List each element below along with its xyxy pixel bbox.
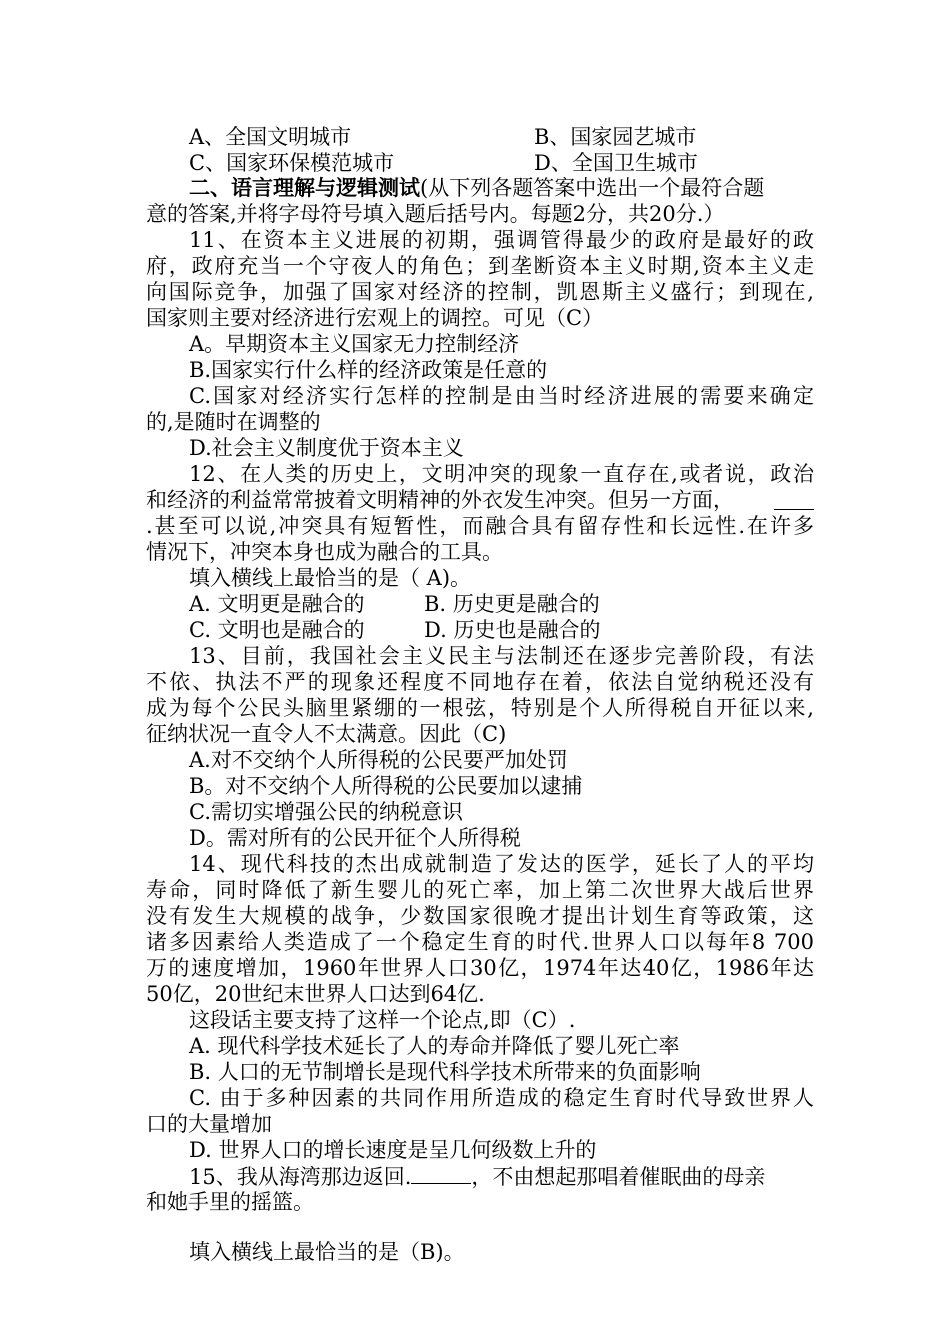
q14-prompt: 这段话主要支持了这样一个论点,即（C）. (189, 1008, 576, 1032)
q10-option-c: C、国家环保模范城市 (189, 151, 395, 175)
section2-intro-2: 意的答案,并将字母符号填入题后括号内。每题2分，共20分.） (146, 202, 725, 226)
q14-option-d: D. 世界人口的增长速度是呈几何级数上升的 (189, 1138, 597, 1162)
q12-text-1: 12、在人类的历史上，文明冲突的现象一直存在,或者说，政治 (189, 462, 814, 486)
q11-option-c-2: 的,是随时在调整的 (146, 410, 321, 434)
section2-heading: 二、语言理解与逻辑测试 (189, 175, 420, 200)
q14-option-b: B. 人口的无节制增长是现代科学技术所带来的负面影响 (189, 1060, 701, 1084)
q12-blank (774, 489, 814, 510)
q11-option-a: A。早期资本主义国家无力控制经济 (189, 332, 520, 356)
q10-option-a: A、全国文明城市 (189, 125, 352, 149)
q13-option-c: C.需切实增强公民的纳税意识 (189, 800, 463, 824)
q11-text-4: 国家则主要对经济进行宏观上的调控。可见（C） (146, 306, 604, 330)
q15-text-1b: ，不由想起那唱着催眠曲的母亲 (471, 1165, 766, 1189)
q13-option-d: D。需对所有的公民开征个人所得税 (189, 826, 521, 850)
q12-text-3: .甚至可以说,冲突具有短暂性，而融合具有留存性和长远性.在许多 (146, 514, 814, 538)
section2-heading-line (189, 175, 814, 201)
q10-option-d: D、全国卫生城市 (534, 151, 698, 175)
q12-option-b: B. 历史更是融合的 (424, 592, 600, 616)
q11-text-2: 府，政府充当一个守夜人的角色；到垄断资本主义时期,资本主义走 (146, 254, 814, 278)
q14-option-c-2: 口的大量增加 (146, 1112, 272, 1136)
q12-option-c: C. 文明也是融合的 (189, 618, 365, 642)
q12-text-4: 情况下，冲突本身也成为融合的工具。 (146, 540, 503, 564)
q15-text-1-line (189, 1163, 814, 1189)
q15-text-2: 和她手里的摇篮。 (146, 1190, 314, 1214)
q12-option-d: D. 历史也是融合的 (424, 618, 601, 642)
q12-text-2-line (146, 487, 814, 513)
q15-prompt: 填入横线上最恰当的是（B)。 (189, 1240, 465, 1264)
q12-text-2: 和经济的利益常常披着文明精神的外衣发生冲突。但另一方面， (146, 488, 734, 512)
q12-option-a: A. 文明更是融合的 (189, 592, 365, 616)
q14-option-c-1: C. 由于多种因素的共同作用所造成的稳定生育时代导致世界人 (189, 1086, 814, 1110)
q14-text-6: 50亿，20世纪末世界人口达到64亿. (146, 982, 485, 1006)
q14-text-3: 没有发生大规模的战争，少数国家很晚才提出计划生育等政策，这 (146, 904, 814, 928)
q13-option-b: B。对不交纳个人所得税的公民要加以逮捕 (189, 774, 583, 798)
q13-text-1: 13、目前，我国社会主义民主与法制还在逐步完善阶段，有法 (189, 644, 814, 668)
q15-text-1a: 15、我从海湾那边返回. (189, 1165, 412, 1189)
q14-option-a: A. 现代科学技术延长了人的寿命并降低了婴儿死亡率 (189, 1034, 680, 1058)
q11-option-b: B.国家实行什么样的经济政策是任意的 (189, 358, 548, 382)
q14-text-4: 诸多因素给人类造成了一个稳定生育的时代.世界人口以每年8 700 (146, 930, 814, 954)
q12-prompt: 填入横线上最恰当的是（ A)。 (189, 566, 472, 590)
q10-option-b: B、国家园艺城市 (534, 125, 697, 149)
q13-text-2: 不依、执法不严的现象还程度不同地存在着，依法自觉纳税还没有 (146, 670, 814, 694)
section2-intro-1: (从下列各题答案中选出一个最符合题 (420, 176, 765, 200)
q11-text-3: 向国际竞争，加强了国家对经济的控制，凯恩斯主义盛行；到现在, (146, 280, 814, 304)
q13-option-a: A.对不交纳个人所得税的公民要严加处罚 (189, 748, 568, 772)
q13-text-4: 征纳状况一直令人不太满意。因此（C) (146, 722, 507, 746)
q11-option-d: D.社会主义制度优于资本主义 (189, 436, 464, 460)
q15-blank (411, 1163, 471, 1184)
q11-text-1: 11、在资本主义进展的初期，强调管得最少的政府是最好的政 (189, 228, 814, 252)
q14-text-1: 14、现代科技的杰出成就制造了发达的医学，延长了人的平均 (189, 852, 814, 876)
q14-text-2: 寿命，同时降低了新生婴儿的死亡率，加上第二次世界大战后世界 (146, 878, 814, 902)
q11-option-c-1: C.国家对经济实行怎样的控制是由当时经济进展的需要来确定 (189, 384, 814, 408)
q13-text-3: 成为每个公民头脑里紧绷的一根弦，特别是个人所得税自开征以来, (146, 696, 814, 720)
q14-text-5: 万的速度增加，1960年世界人口30亿，1974年达40亿，1986年达 (146, 956, 814, 980)
